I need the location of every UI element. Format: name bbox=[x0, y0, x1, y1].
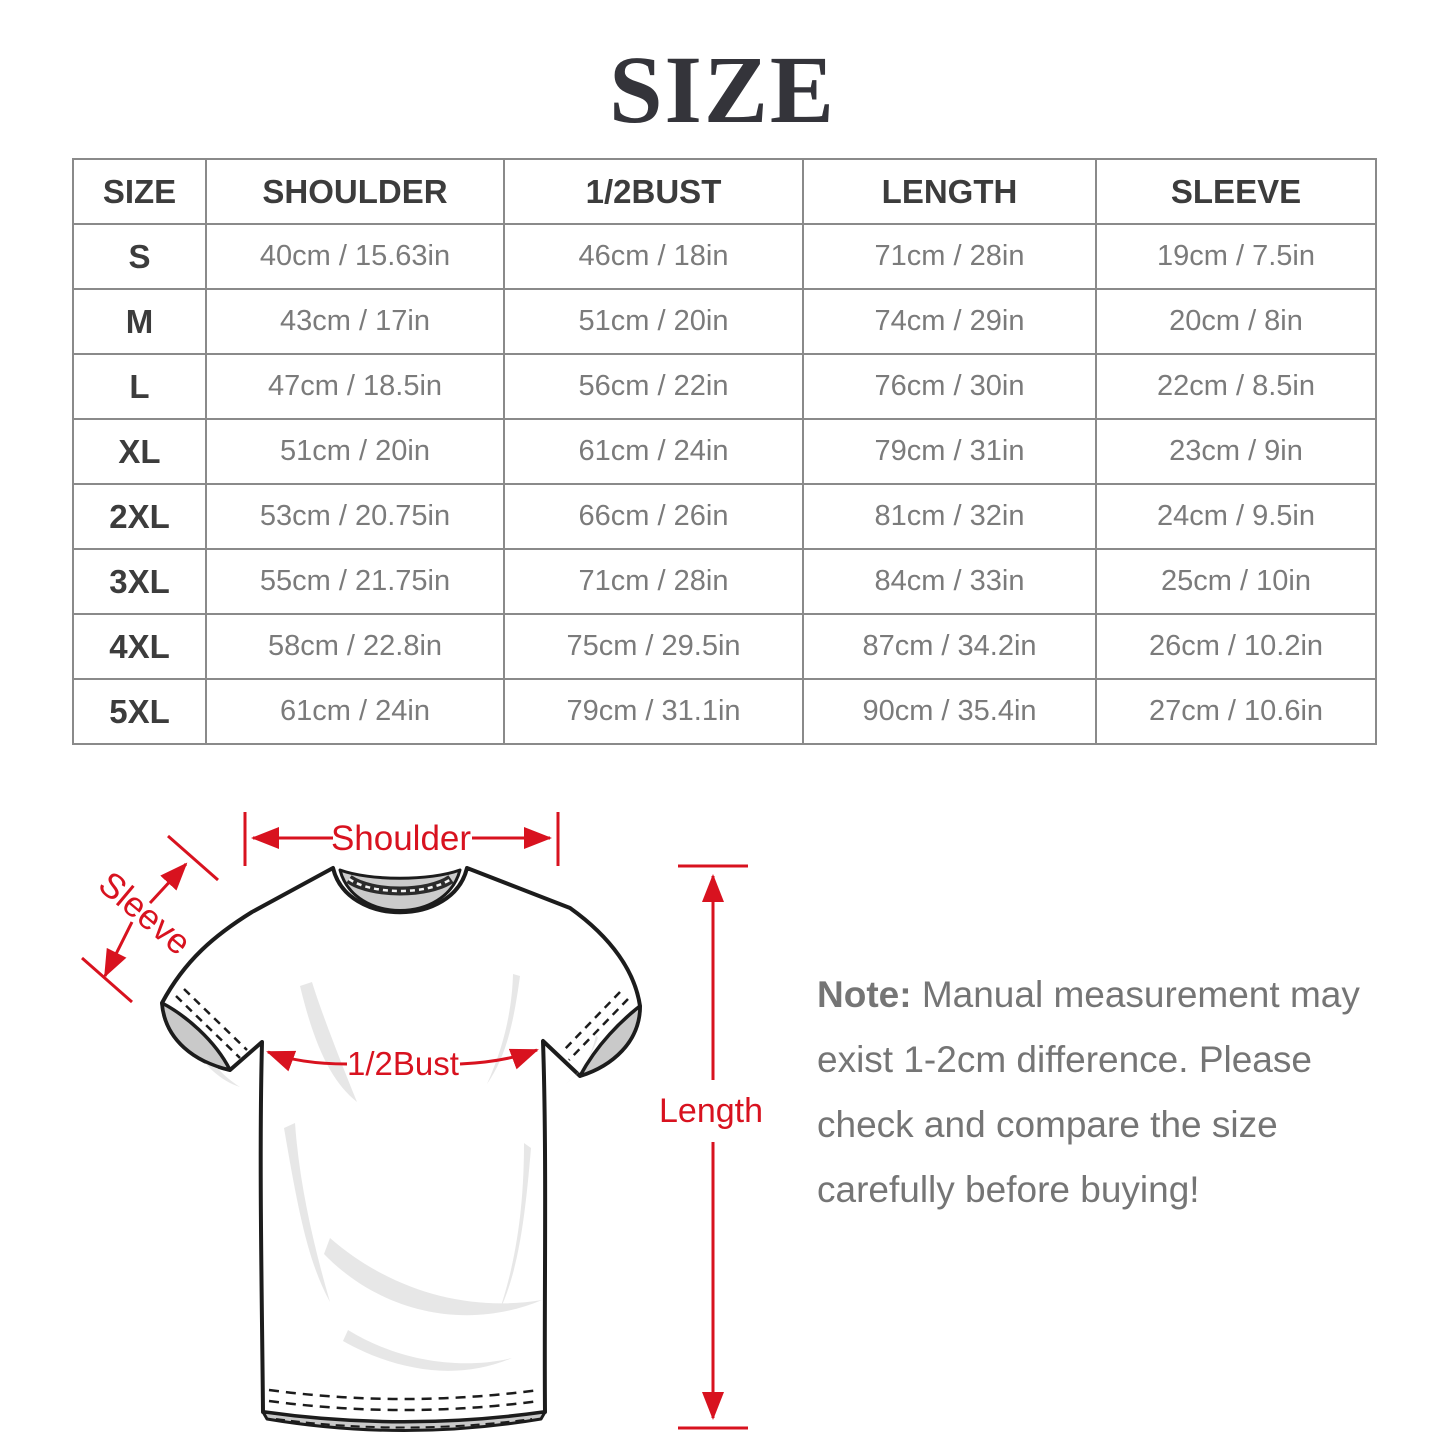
header-shoulder: SHOULDER bbox=[206, 159, 504, 224]
length-cell: 87cm / 34.2in bbox=[803, 614, 1096, 679]
header-size: SIZE bbox=[73, 159, 206, 224]
page-title: SIZE bbox=[609, 36, 836, 143]
shoulder-cell: 61cm / 24in bbox=[206, 679, 504, 744]
tshirt-measurement-diagram bbox=[60, 780, 780, 1445]
length-cell: 84cm / 33in bbox=[803, 549, 1096, 614]
bust-cell: 66cm / 26in bbox=[504, 484, 803, 549]
sleeve-arrow-lower bbox=[105, 922, 132, 976]
shoulder-cell: 47cm / 18.5in bbox=[206, 354, 504, 419]
bust-cell: 61cm / 24in bbox=[504, 419, 803, 484]
size-cell: 3XL bbox=[73, 549, 206, 614]
sleeve-cell: 22cm / 8.5in bbox=[1096, 354, 1376, 419]
sleeve-cell: 19cm / 7.5in bbox=[1096, 224, 1376, 289]
shoulder-cell: 58cm / 22.8in bbox=[206, 614, 504, 679]
bust-cell: 46cm / 18in bbox=[504, 224, 803, 289]
table-row bbox=[73, 224, 1376, 289]
sleeve-cell: 26cm / 10.2in bbox=[1096, 614, 1376, 679]
sleeve-cell: 27cm / 10.6in bbox=[1096, 679, 1376, 744]
sleeve-cell: 20cm / 8in bbox=[1096, 289, 1376, 354]
length-label: Length bbox=[659, 1092, 763, 1130]
bust-cell: 75cm / 29.5in bbox=[504, 614, 803, 679]
shoulder-cell: 43cm / 17in bbox=[206, 289, 504, 354]
note-text bbox=[817, 962, 1395, 1222]
note-label: Note: bbox=[817, 974, 912, 1015]
size-table bbox=[72, 158, 1377, 745]
shoulder-label: Shoulder bbox=[330, 819, 472, 858]
sleeve-cell: 23cm / 9in bbox=[1096, 419, 1376, 484]
table-row bbox=[73, 419, 1376, 484]
size-cell: 5XL bbox=[73, 679, 206, 744]
bust-cell: 56cm / 22in bbox=[504, 354, 803, 419]
sleeve-cell: 25cm / 10in bbox=[1096, 549, 1376, 614]
header-sleeve: SLEEVE bbox=[1096, 159, 1376, 224]
shoulder-cell: 51cm / 20in bbox=[206, 419, 504, 484]
bust-cell: 71cm / 28in bbox=[504, 549, 803, 614]
bust-label: 1/2Bust bbox=[347, 1045, 459, 1082]
length-cell: 81cm / 32in bbox=[803, 484, 1096, 549]
tshirt-body bbox=[162, 868, 640, 1422]
table-row bbox=[73, 679, 1376, 744]
bust-cell: 51cm / 20in bbox=[504, 289, 803, 354]
size-cell: M bbox=[73, 289, 206, 354]
shoulder-cell: 55cm / 21.75in bbox=[206, 549, 504, 614]
table-row bbox=[73, 484, 1376, 549]
table-row bbox=[73, 289, 1376, 354]
bust-cell: 79cm / 31.1in bbox=[504, 679, 803, 744]
length-cell: 90cm / 35.4in bbox=[803, 679, 1096, 744]
length-cell: 71cm / 28in bbox=[803, 224, 1096, 289]
size-cell: 2XL bbox=[73, 484, 206, 549]
sleeve-cell: 24cm / 9.5in bbox=[1096, 484, 1376, 549]
sleeve-label: Sleeve bbox=[91, 864, 199, 963]
note-body: Manual measurement may exist 1-2cm difference. Please check and compare the size carefully before buying! bbox=[817, 974, 1360, 1210]
size-cell: 4XL bbox=[73, 614, 206, 679]
length-cell: 74cm / 29in bbox=[803, 289, 1096, 354]
table-row bbox=[73, 354, 1376, 419]
shoulder-cell: 40cm / 15.63in bbox=[206, 224, 504, 289]
tshirt-illustration bbox=[162, 868, 640, 1431]
shoulder-cell: 53cm / 20.75in bbox=[206, 484, 504, 549]
length-cell: 76cm / 30in bbox=[803, 354, 1096, 419]
size-cell: L bbox=[73, 354, 206, 419]
header-length: LENGTH bbox=[803, 159, 1096, 224]
length-cell: 79cm / 31in bbox=[803, 419, 1096, 484]
sleeve-tick-lower bbox=[82, 958, 132, 1002]
table-row bbox=[73, 614, 1376, 679]
size-cell: S bbox=[73, 224, 206, 289]
header-bust: 1/2BUST bbox=[504, 159, 803, 224]
table-header-row bbox=[73, 159, 1376, 224]
size-cell: XL bbox=[73, 419, 206, 484]
table-row bbox=[73, 549, 1376, 614]
